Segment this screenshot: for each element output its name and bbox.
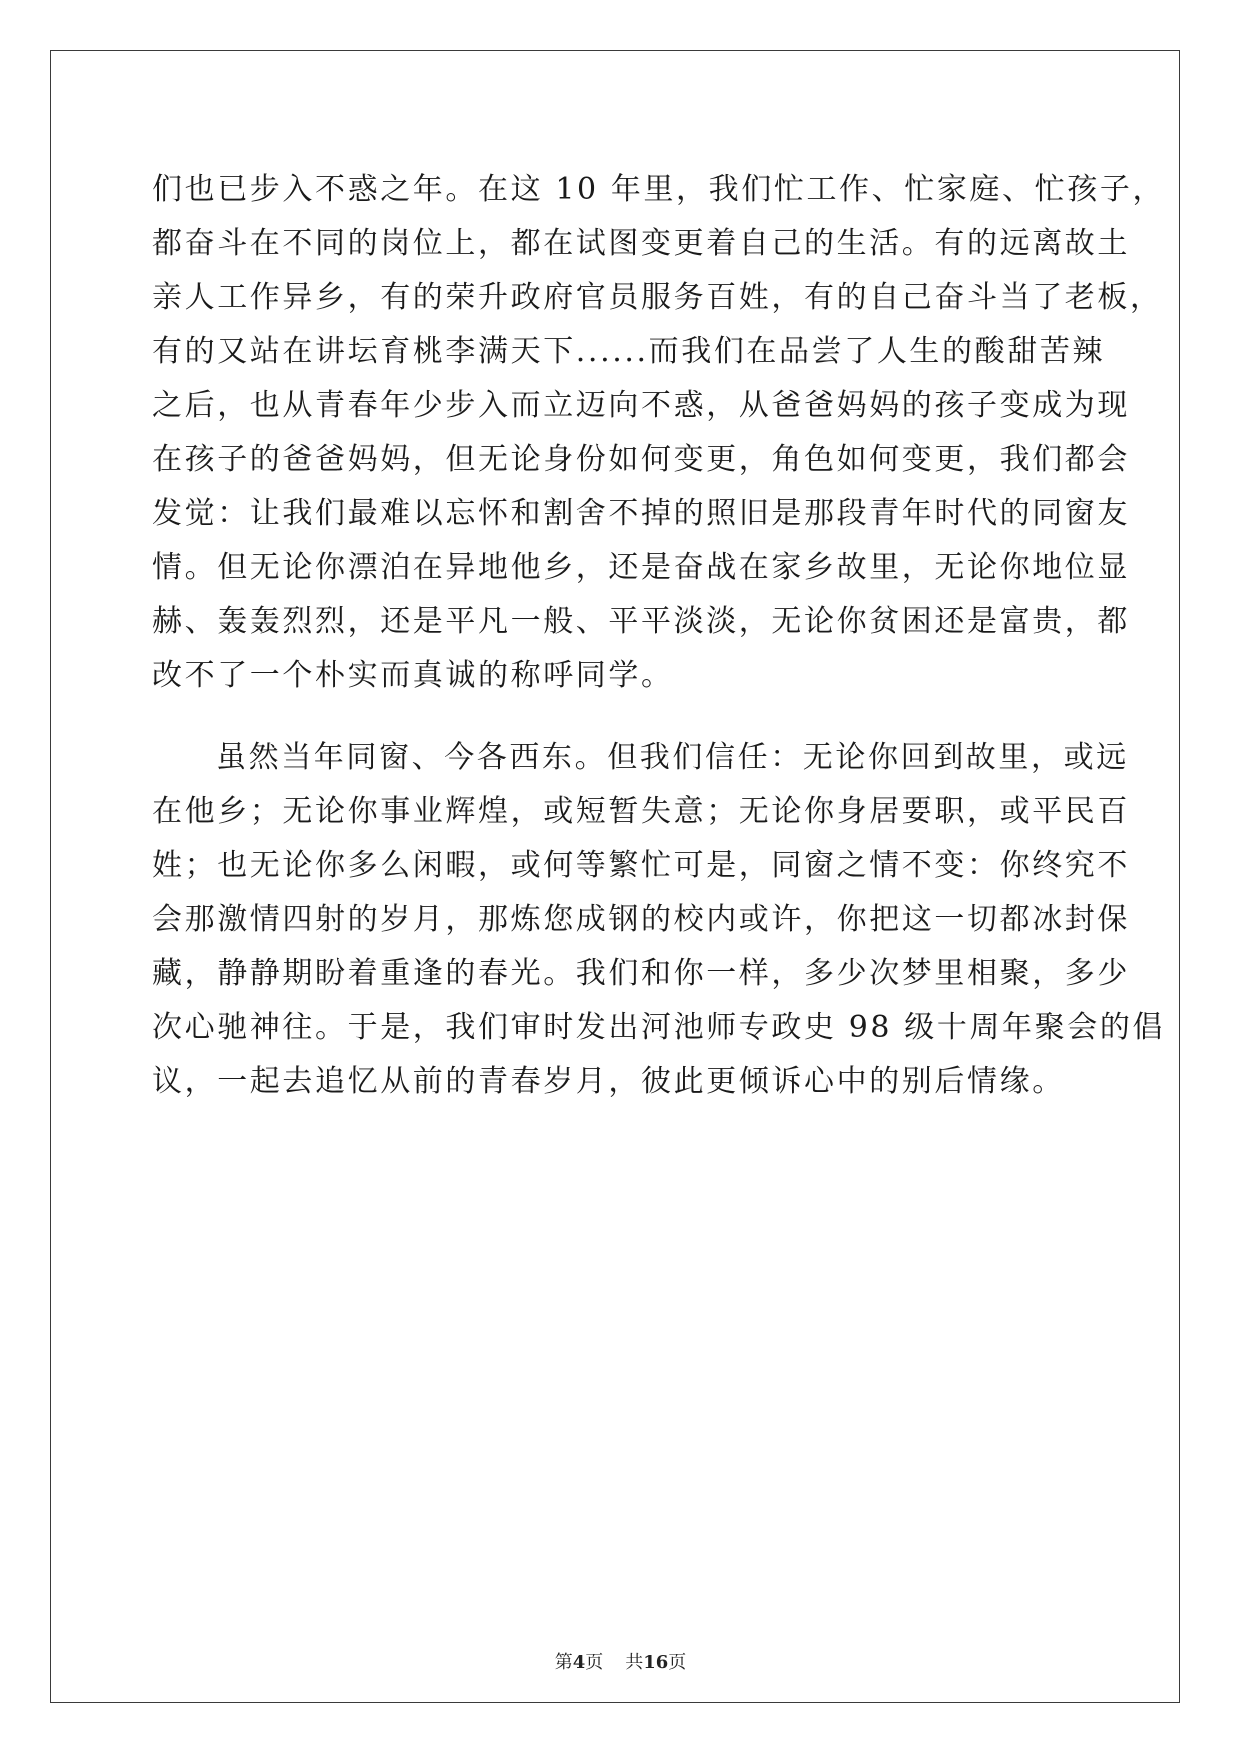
text-line: 赫、轰轰烈烈，还是平凡一般、平平淡淡，无论你贫困还是富贵，都 [152, 604, 1130, 639]
page-footer [0, 1651, 1241, 1675]
text-line: 会那激情四射的岁月，那炼您成钢的校内或许，你把这一切都冰封保 [152, 902, 1130, 937]
text-line: 藏，静静期盼着重逢的春光。我们和你一样，多少次梦里相聚，多少 [152, 956, 1130, 991]
document-body [152, 163, 1166, 1109]
total-label-prefix: 共 [625, 1652, 644, 1673]
text-line: 都奋斗在不同的岗位上，都在试图变更着自己的生活。有的远离故土 [152, 226, 1130, 261]
text-line: 议，一起去追忆从前的青春岁月，彼此更倾诉心中的别后情缘。 [152, 1064, 1065, 1099]
text-line: 姓；也无论你多么闲暇，或何等繁忙可是，同窗之情不变：你终究不 [152, 848, 1130, 883]
text-line: 次心驰神往。于是，我们审时发出河池师专政史 98 级十周年聚会的倡 [152, 1010, 1166, 1045]
text-line: 改不了一个朴实而真诚的称呼同学。 [152, 658, 674, 693]
total-label-suffix: 页 [668, 1652, 687, 1673]
text-line: 有的又站在讲坛育桃李满天下......而我们在品尝了人生的酸甜苦辣 [152, 334, 1106, 369]
total-pages: 16 [643, 1652, 669, 1673]
text-line: 在孩子的爸爸妈妈，但无论身份如何变更，角色如何变更，我们都会 [152, 442, 1130, 477]
text-line: 们也已步入不惑之年。在这 10 年里，我们忙工作、忙家庭、忙孩子， [152, 172, 1166, 207]
paragraph-2 [152, 731, 1166, 1109]
text-line: 发觉：让我们最难以忘怀和割舍不掉的照旧是那段青年时代的同窗友 [152, 496, 1130, 531]
text-line: 情。但无论你漂泊在异地他乡，还是奋战在家乡故里，无论你地位显 [152, 550, 1130, 585]
text-line: 在他乡；无论你事业辉煌，或短暂失意；无论你身居要职，或平民百 [152, 794, 1130, 829]
page-label-prefix: 第 [554, 1652, 573, 1673]
page-label-suffix: 页 [585, 1652, 604, 1673]
text-line: 亲人工作异乡，有的荣升政府官员服务百姓，有的自己奋斗当了老板， [152, 280, 1163, 315]
text-line: 之后，也从青春年少步入而立迈向不惑，从爸爸妈妈的孩子变成为现 [152, 388, 1130, 423]
page-number: 4 [572, 1652, 586, 1673]
paragraph-spacer [152, 703, 1087, 731]
text-line: 虽然当年同窗、今各西东。但我们信任：无论你回到故里，或远 [216, 740, 1129, 775]
paragraph-1 [152, 163, 1166, 703]
